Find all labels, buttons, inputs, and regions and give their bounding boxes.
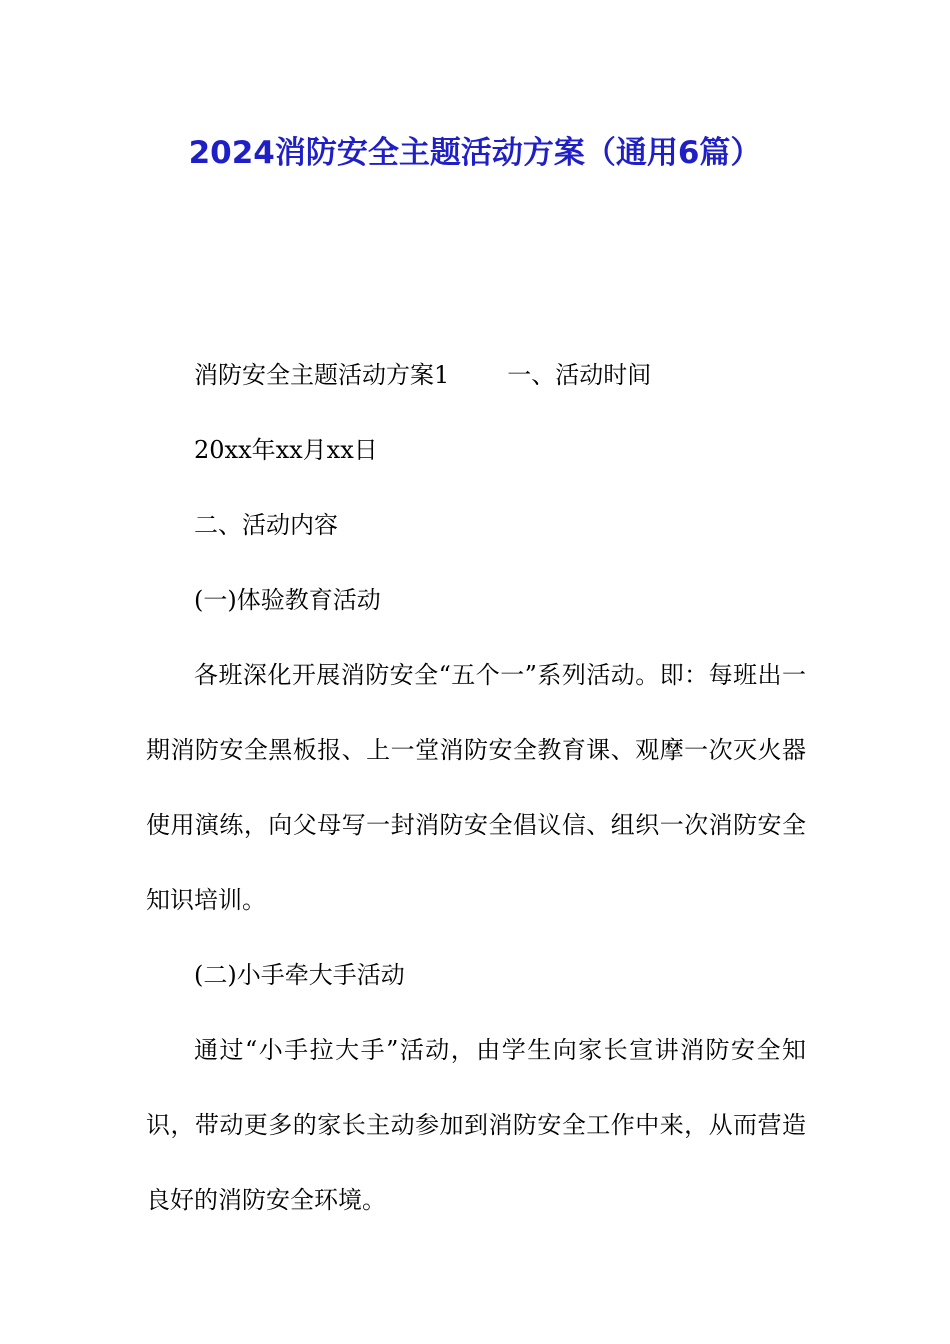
paragraph-plan-heading — [146, 338, 806, 413]
paragraph-date: 20xx年xx月xx日 — [194, 436, 378, 464]
subheading-small-hands: (二)小手牵大手活动 — [194, 961, 405, 989]
paragraph-small-hands-detail: 通过“小手拉大手”活动，由学生向家长宣讲消防安全知识，带动更多的家长主动参加到消防安全工作中来，从而营造良好的消防安全环境。 — [146, 1036, 806, 1214]
section-heading-content: 二、活动内容 — [194, 511, 338, 539]
section-heading-time: 一、活动时间 — [507, 361, 652, 389]
document-title: 2024消防安全主题活动方案（通用6篇） — [188, 135, 762, 171]
paragraph-five-activities: 各班深化开展消防安全“五个一”系列活动。即：每班出一期消防安全黑板报、上一堂消防安全教育课、观摩一次灭火器使用演练，向父母写一封消防安全倡议信、组织一次消防安全知识培训。 — [146, 661, 806, 914]
document-body — [146, 338, 806, 1238]
subheading-experience-education: (一)体验教育活动 — [194, 586, 381, 614]
plan-number-label: 消防安全主题活动方案1 — [194, 361, 450, 389]
